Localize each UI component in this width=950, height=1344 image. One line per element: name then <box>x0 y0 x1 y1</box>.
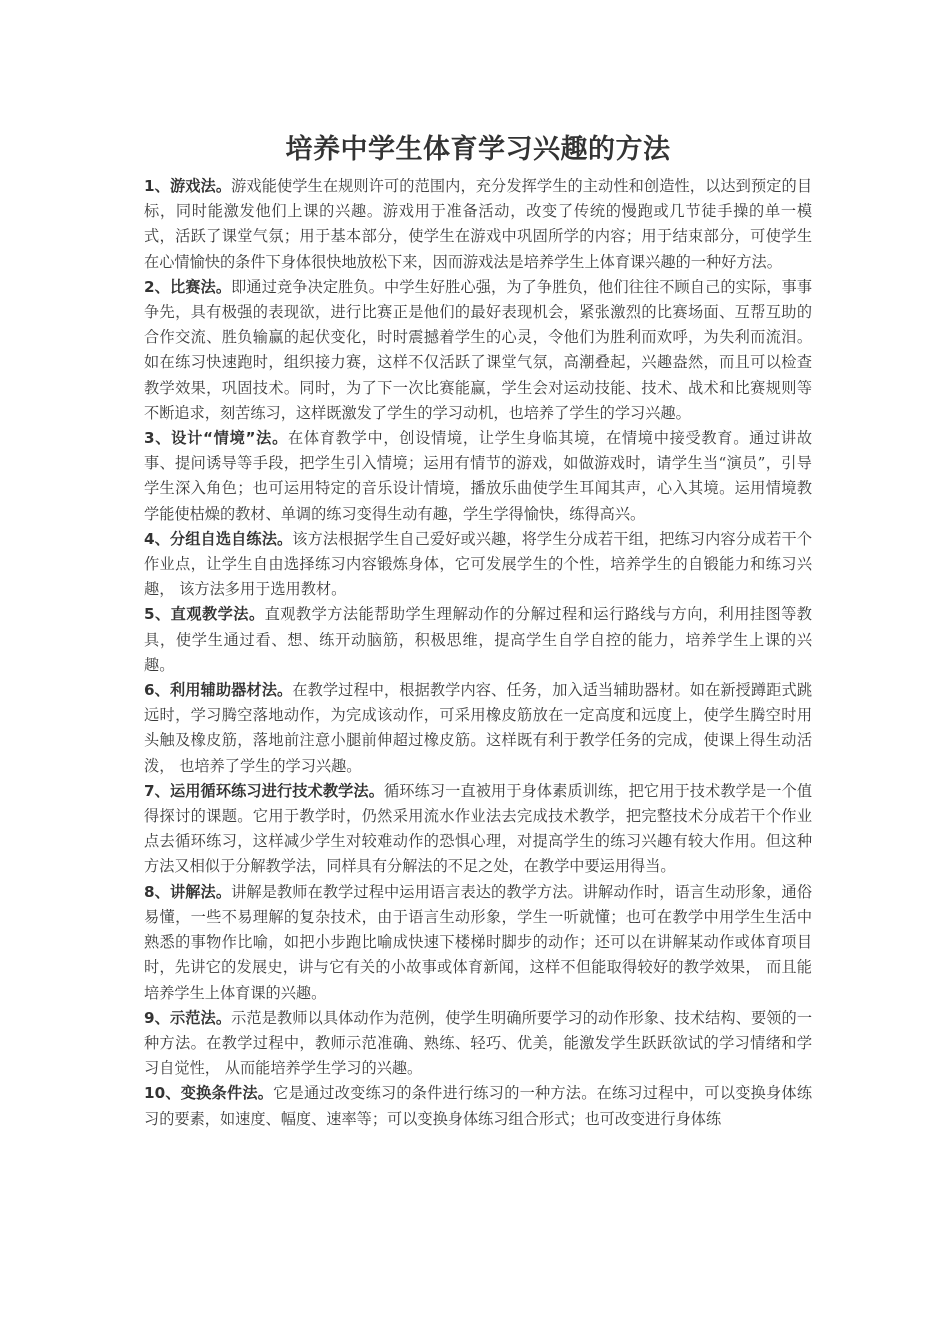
section-1 <box>144 174 812 275</box>
section-6 <box>144 678 812 779</box>
section-5 <box>144 602 812 678</box>
section-text: 即通过竞争决定胜负。中学生好胜心强，为了争胜负，他们往往不顾自己的实际，事事争先，具有极强的表现欲，进行比赛正是他们的最好表现机会，紧张激烈的比赛场面、互帮互助的合作交流、胜负输赢的起伏变化，时时震撼着学生的心灵，令他们为胜利而欢呼，为失利而流泪。如在练习快速跑时，组织接力赛，这样不仅活跃了课堂气氛，高潮叠起，兴趣盎然，而且可以检查教学效果，巩固技术。同时，为了下一次比赛能赢，学生会对运动技能、技术、战术和比赛规则等不断追求，刻苦练习，这样既激发了学生的学习动机，也培养了学生的学习兴趣。 <box>144 277 813 422</box>
section-heading: 3、设计“情境”法。 <box>144 429 288 448</box>
section-heading: 8、讲解法。 <box>144 882 232 901</box>
section-4 <box>144 527 812 603</box>
section-9 <box>144 1006 812 1082</box>
section-text: 它是通过改变练习的条件进行练习的一种方法。在练习过程中，可以变换身体练习的要素，如速度、幅度、速率等；可以变换身体练习组合形式；也可改变进行身体练 <box>144 1084 813 1128</box>
section-heading: 6、利用辅助器材法。 <box>144 681 293 700</box>
section-text: 示范是教师以具体动作为范例，使学生明确所要学习的动作形象、技术结构、要领的一种方法。在教学过程中，教师示范准确、熟练、轻巧、优美，能激发学生跃跃欲试的学习情绪和学习自觉性， 从而能培养学生学习的兴趣。 <box>144 1008 813 1078</box>
document-title: 培养中学生体育学习兴趣的方法 <box>285 134 671 165</box>
section-7 <box>144 779 812 880</box>
section-heading: 2、比赛法。 <box>144 277 232 296</box>
section-2 <box>144 275 812 426</box>
section-heading: 1、游戏法。 <box>144 177 232 195</box>
section-8 <box>144 880 812 1006</box>
section-3 <box>144 426 812 527</box>
section-10 <box>144 1081 812 1131</box>
section-heading: 7、运用循环练习进行技术教学法。 <box>144 781 385 800</box>
section-heading: 5、直观教学法。 <box>144 605 265 624</box>
section-text: 循环练习一直被用于身体素质训练，把它用于技术教学是一个值得探讨的课题。它用于教学时，仍然采用流水作业法去完成技术教学，把完整技术分成若干个作业点去循环练习，这样减少学生对较难动作的恐惧心理，对提高学生的练习兴趣有较大作用。但这种方法又相似于分解教学法，同样具有分解法的不足之处，在教学中要运用得当。 <box>144 781 813 876</box>
section-text: 该方法根据学生自己爱好或兴趣，将学生分成若干组，把练习内容分成若干个作业点，让学生自由选择练习内容锻炼身体，它可发展学生的个性，培养学生的自锻能力和练习兴趣， 该方法多用于选用教材。 <box>144 529 813 599</box>
section-heading: 9、示范法。 <box>144 1008 232 1027</box>
section-text: 在体育教学中，创设情境，让学生身临其境，在情境中接受教育。通过讲故事、提问诱导等手段，把学生引入情境；运用有情节的游戏，如做游戏时，请学生当“演员”，引导学生深入角色；也可运用特定的音乐设计情境，播放乐曲使学生耳闻其声，心入其境。运用情境教学能使枯燥的教材、单调的练习变得生动有趣，学生学得愉快，练得高兴。 <box>144 429 813 523</box>
section-text: 在教学过程中，根据教学内容、任务，加入适当辅助器材。如在新授蹲距式跳远时，学习腾空落地动作，为完成该动作，可采用橡皮筋放在一定高度和远度上，使学生腾空时用头触及橡皮筋，落地前注意小腿前伸超过橡皮筋。这样既有利于教学任务的完成，使课上得生动活泼， 也培养了学生的学习兴趣。 <box>144 681 813 775</box>
section-text: 直观教学方法能帮助学生理解动作的分解过程和运行路线与方向，利用挂图等教具，使学生通过看、想、练开动脑筋，积极思维，提高学生自学自控的能力，培养学生上课的兴趣。 <box>144 605 812 674</box>
section-heading: 10、变换条件法。 <box>144 1084 274 1103</box>
section-text: 游戏能使学生在规则许可的范围内，充分发挥学生的主动性和创造性，以达到预定的目标，同时能激发他们上课的兴趣。游戏用于准备活动，改变了传统的慢跑或几节徒手操的单一模式，活跃了课堂气氛；用于基本部分，使学生在游戏中巩固所学的内容；用于结束部分，可使学生在心情愉快的条件下身体很快地放松下来，因而游戏法是培养学生上体育课兴趣的一种好方法。 <box>144 177 813 271</box>
section-heading: 4、分组自选自练法。 <box>144 529 293 548</box>
document-page <box>144 130 812 1132</box>
section-text: 讲解是教师在教学过程中运用语言表达的教学方法。讲解动作时，语言生动形象，通俗易懂，一些不易理解的复杂技术，由于语言生动形象，学生一听就懂；也可在教学中用学生生活中熟悉的事物作比喻，如把小步跑比喻成快速下楼梯时脚步的动作；还可以在讲解某动作或体育项目时，先讲它的发展史，讲与它有关的小故事或体育新闻，这样不但能取得较好的教学效果， 而且能培养学生上体育课的兴趣。 <box>144 882 813 1002</box>
